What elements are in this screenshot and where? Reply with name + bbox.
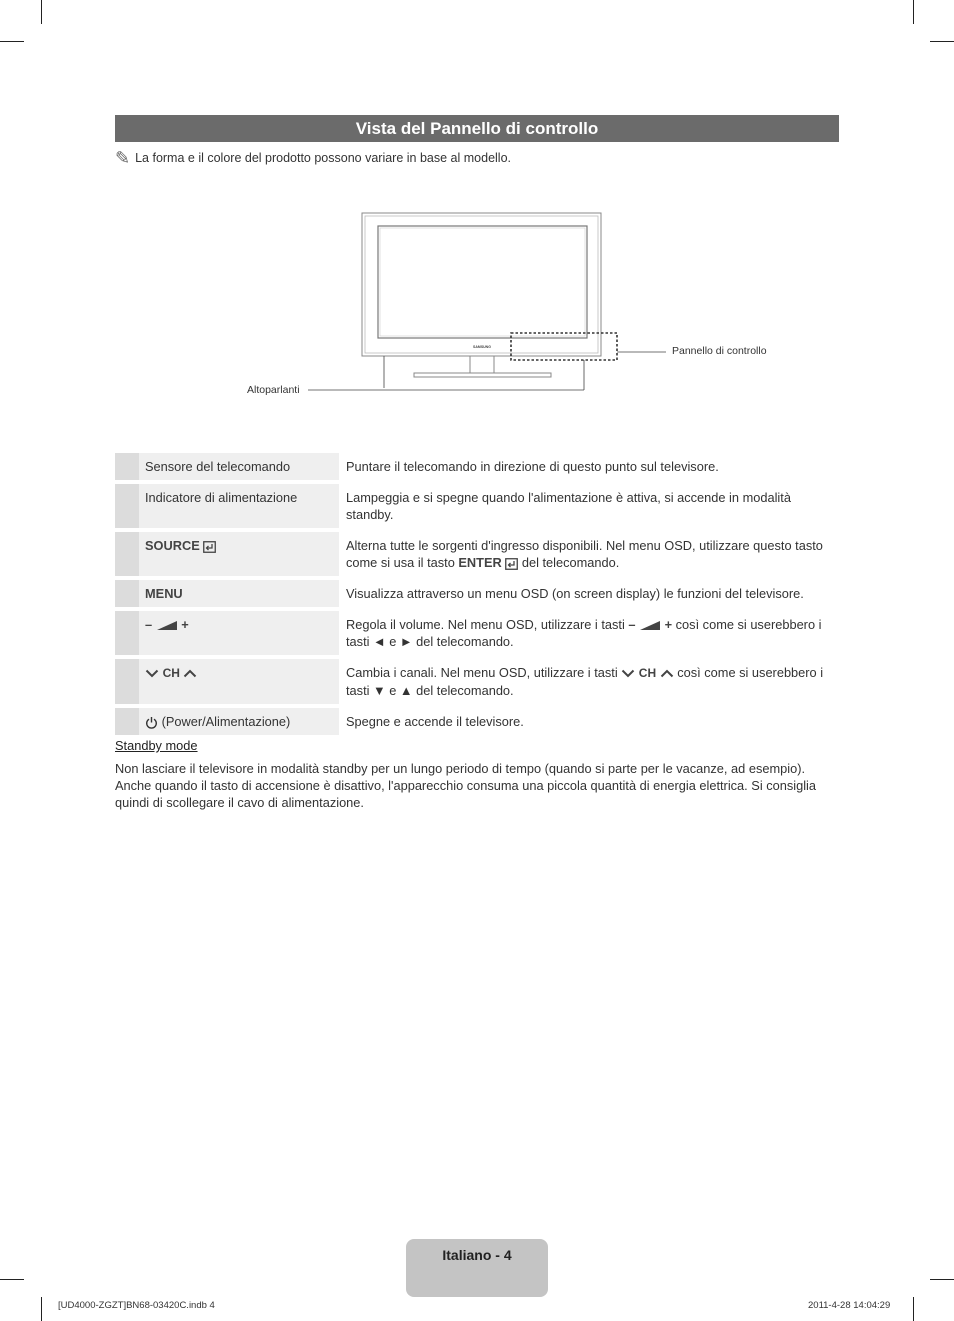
desc-text: Cambia i canali. Nel menu OSD, utilizzare i tasti <box>346 665 622 680</box>
desc-text: Alterna tutte le sorgenti d'ingresso disponibili. Nel menu OSD, utilizzare questo tasto come si usa il tasto <box>346 538 823 570</box>
volume-plus-label: + <box>181 617 189 632</box>
brand-logo: SAMSUNG <box>473 345 491 349</box>
note-text: La forma e il colore del prodotto possono variare in base al modello. <box>135 151 512 165</box>
control-desc: Spegne e accende il televisore. <box>339 708 839 735</box>
volume-icon <box>639 620 661 631</box>
control-desc <box>339 532 839 576</box>
table-row <box>115 484 839 528</box>
row-marker <box>115 708 139 735</box>
control-name: MENU <box>139 580 339 607</box>
chevron-down-icon <box>145 669 159 678</box>
control-name <box>139 532 339 576</box>
crop-mark <box>0 41 24 42</box>
table-row <box>115 659 839 704</box>
enter-label: ENTER <box>458 555 502 570</box>
control-panel-label: Pannello di controllo <box>672 345 767 357</box>
volume-icon <box>156 620 178 631</box>
power-label: (Power/Alimentazione) <box>161 714 291 729</box>
control-name: Indicatore di alimentazione <box>139 484 339 528</box>
row-marker <box>115 484 139 528</box>
control-desc <box>339 611 839 655</box>
desc-text: Regola il volume. Nel menu OSD, utilizzare i tasti <box>346 617 629 632</box>
table-row <box>115 611 839 655</box>
pencil-note-icon: ✎ <box>115 148 131 168</box>
page-number-tab: Italiano - 4 <box>406 1239 548 1297</box>
table-row <box>115 532 839 576</box>
desc-text: così come si userebbero i tasti ◄ e ► del telecomando. <box>346 617 822 649</box>
row-marker <box>115 611 139 655</box>
volume-plus-label: + <box>664 617 673 632</box>
section-title: Vista del Pannello di controllo <box>115 115 839 142</box>
crop-mark <box>0 1279 24 1280</box>
chevron-up-icon <box>183 669 197 678</box>
crop-mark <box>41 0 42 24</box>
enter-icon <box>505 558 518 570</box>
channel-label: CH <box>162 666 180 680</box>
control-name <box>139 708 339 735</box>
file-info: [UD4000-ZGZT]BN68-03420C.indb 4 <box>58 1300 215 1311</box>
controls-table <box>115 449 839 739</box>
table-row <box>115 708 839 735</box>
row-marker <box>115 453 139 480</box>
standby-heading: Standby mode <box>115 738 198 753</box>
note <box>115 148 512 168</box>
enter-icon <box>203 541 216 553</box>
control-desc: Visualizza attraverso un menu OSD (on screen display) le funzioni del televisore. <box>339 580 839 607</box>
power-icon <box>145 716 158 729</box>
crop-mark <box>930 41 954 42</box>
control-name <box>139 611 339 655</box>
volume-minus-label: – <box>628 617 636 632</box>
crop-mark <box>913 0 914 24</box>
control-name <box>139 659 339 704</box>
desc-text: del telecomando. <box>518 555 620 570</box>
print-timestamp: 2011-4-28 14:04:29 <box>808 1300 891 1311</box>
crop-mark <box>930 1279 954 1280</box>
row-marker <box>115 532 139 576</box>
control-desc: Puntare il telecomando in direzione di questo punto sul televisore. <box>339 453 839 480</box>
crop-mark <box>913 1297 914 1321</box>
tv-illustration <box>240 205 800 405</box>
table-row <box>115 580 839 607</box>
speakers-label: Altoparlanti <box>247 384 300 396</box>
desc-text: così come si userebbero i tasti ▼ e ▲ del telecomando. <box>346 665 824 698</box>
row-marker <box>115 659 139 704</box>
channel-label: CH <box>638 666 657 680</box>
tv-diagram <box>240 205 800 405</box>
control-desc: Lampeggia e si spegne quando l'alimentazione è attiva, si accende in modalità standby. <box>339 484 839 528</box>
control-name: Sensore del telecomando <box>139 453 339 480</box>
volume-minus-label: – <box>145 617 153 632</box>
chevron-up-icon <box>660 669 674 678</box>
crop-mark <box>41 1297 42 1321</box>
chevron-down-icon <box>621 669 635 678</box>
source-label: SOURCE <box>145 538 200 553</box>
control-desc <box>339 659 839 704</box>
standby-paragraph: Non lasciare il televisore in modalità standby per un lungo periodo di tempo (quando si parte per le vacanze, ad esempio). Anche quando il tasto di accensione è disattivo, l'apparecchio consuma una piccola quantità di energia elettrica. Si consiglia quindi di scollegare il cavo di alimentazione. <box>115 761 817 810</box>
row-marker <box>115 580 139 607</box>
table-row <box>115 453 839 480</box>
